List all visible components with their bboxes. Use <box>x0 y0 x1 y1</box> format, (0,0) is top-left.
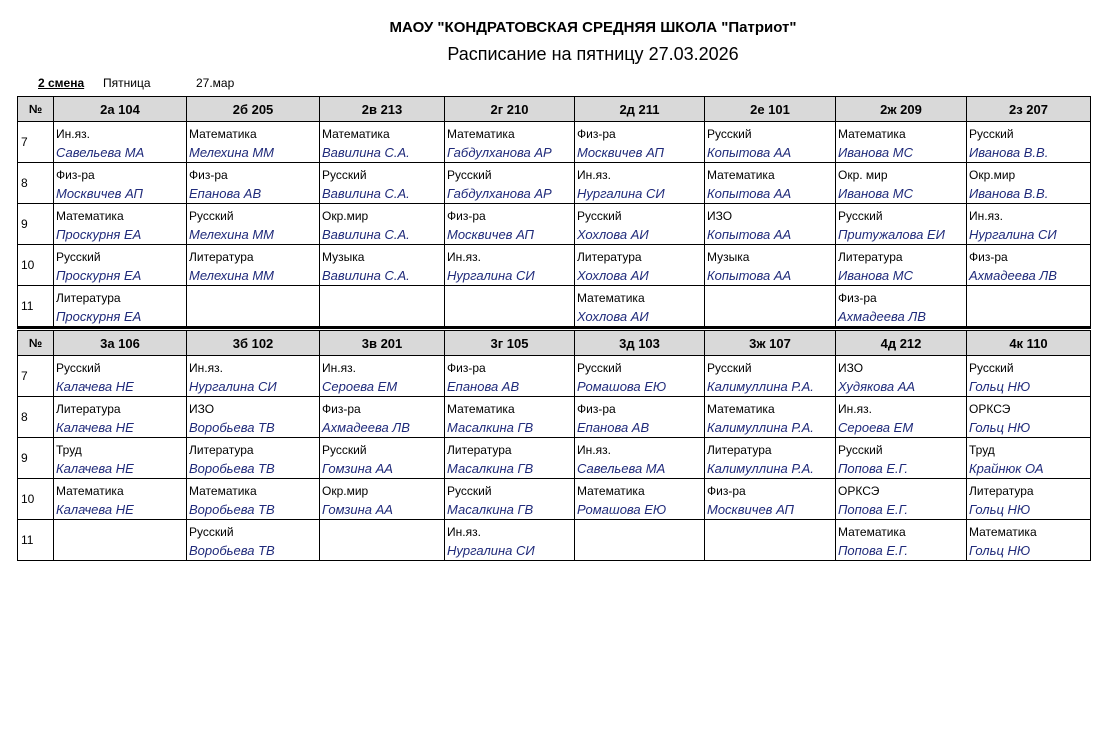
teacher-name <box>705 540 835 559</box>
lesson-cell <box>575 520 705 561</box>
teacher-name: Ахмадеева ЛВ <box>969 268 1057 283</box>
lesson-row <box>18 479 1091 520</box>
teacher-name: Епанова АВ <box>577 420 650 435</box>
shift-label: 2 смена <box>38 76 85 90</box>
subject-name <box>445 286 574 306</box>
subject-name: ИЗО <box>838 361 864 375</box>
class-header: 3в 201 <box>320 331 445 356</box>
subject-name: Математика <box>577 484 645 498</box>
subject-name: Ин.яз. <box>577 443 611 457</box>
teacher-name: Савельева МА <box>56 145 145 160</box>
teacher-name: Епанова АВ <box>447 379 520 394</box>
lesson-cell <box>705 163 836 204</box>
subject-name: Математика <box>838 127 906 141</box>
teacher-name: Савельева МА <box>577 461 666 476</box>
subject-name: Русский <box>969 127 1014 141</box>
teacher-name: Копытова АА <box>707 227 792 242</box>
class-header: 3ж 107 <box>705 331 836 356</box>
subject-name: Русский <box>707 361 752 375</box>
teacher-name: Мелехина ММ <box>189 145 275 160</box>
lesson-row <box>18 520 1091 561</box>
subject-name: Русский <box>322 168 367 182</box>
teacher-name: Худякова АА <box>838 379 916 394</box>
teacher-name <box>54 540 186 559</box>
class-header: 3а 106 <box>54 331 187 356</box>
lesson-cell <box>445 163 575 204</box>
subject-name: Русский <box>707 127 752 141</box>
class-header: 2г 210 <box>445 97 575 122</box>
subject-name <box>320 286 444 306</box>
lesson-cell <box>320 163 445 204</box>
lesson-number: 11 <box>18 286 54 328</box>
lesson-cell <box>575 397 705 438</box>
lesson-cell <box>575 163 705 204</box>
subject-name <box>705 520 835 540</box>
lesson-cell <box>445 479 575 520</box>
lesson-cell <box>705 479 836 520</box>
subject-name: ОРКСЭ <box>969 402 1011 416</box>
lesson-cell <box>836 397 967 438</box>
lesson-number-header: № <box>18 331 54 356</box>
lesson-row <box>18 397 1091 438</box>
subject-name: Ин.яз. <box>189 361 223 375</box>
lesson-number: 11 <box>18 520 54 561</box>
lesson-cell <box>575 122 705 163</box>
lesson-cell <box>445 245 575 286</box>
subject-name: ИЗО <box>707 209 733 223</box>
teacher-name: Вавилина С.А. <box>322 145 410 160</box>
teacher-name: Нургалина СИ <box>447 543 535 558</box>
teacher-name: Иванова МС <box>838 268 913 283</box>
subject-name: Физ-ра <box>577 127 616 141</box>
lesson-cell <box>967 520 1091 561</box>
class-header: 2ж 209 <box>836 97 967 122</box>
subject-name: Математика <box>56 209 124 223</box>
teacher-name: Копытова АА <box>707 268 792 283</box>
date-label: 27.мар <box>196 76 235 90</box>
lesson-row <box>18 245 1091 286</box>
lesson-number: 7 <box>18 356 54 397</box>
teacher-name: Масалкина ГВ <box>447 461 534 476</box>
subject-name: Труд <box>56 443 82 457</box>
subject-name <box>705 286 835 306</box>
teacher-name: Проскурня ЕА <box>56 227 142 242</box>
subject-name <box>187 286 319 306</box>
lesson-cell <box>187 479 320 520</box>
subject-name: Окр.мир <box>322 484 369 498</box>
subject-name: Математика <box>447 127 515 141</box>
class-header: 2д 211 <box>575 97 705 122</box>
subject-name: Литература <box>969 484 1034 498</box>
teacher-name <box>187 306 319 325</box>
subject-name: Физ-ра <box>969 250 1008 264</box>
teacher-name: Масалкина ГВ <box>447 420 534 435</box>
subject-name: Физ-ра <box>707 484 746 498</box>
lesson-cell <box>54 438 187 479</box>
lesson-cell <box>836 122 967 163</box>
subject-name: ИЗО <box>189 402 215 416</box>
lesson-cell <box>967 163 1091 204</box>
subject-name: Русский <box>838 209 883 223</box>
teacher-name: Москвичев АП <box>56 186 143 201</box>
lesson-cell <box>54 356 187 397</box>
lesson-cell <box>320 356 445 397</box>
lesson-cell <box>836 204 967 245</box>
teacher-name: Вавилина С.А. <box>322 186 410 201</box>
subject-name: Окр.мир <box>969 168 1016 182</box>
class-header: 3д 103 <box>575 331 705 356</box>
teacher-name: Воробьева ТВ <box>189 461 275 476</box>
subject-name: Математика <box>707 168 775 182</box>
subject-name: Литература <box>707 443 772 457</box>
teacher-name: Калачева НЕ <box>56 461 134 476</box>
teacher-name: Вавилина С.А. <box>322 268 410 283</box>
lesson-cell <box>836 163 967 204</box>
subject-name: Физ-ра <box>577 402 616 416</box>
page-title: МАОУ "КОНДРАТОВСКАЯ СРЕДНЯЯ ШКОЛА "Патриот" <box>389 19 797 36</box>
lesson-cell <box>320 286 445 328</box>
lesson-cell <box>445 122 575 163</box>
lesson-number: 8 <box>18 163 54 204</box>
lesson-cell <box>967 479 1091 520</box>
lesson-cell <box>967 397 1091 438</box>
teacher-name: Москвичев АП <box>707 502 794 517</box>
teacher-name <box>967 306 1090 325</box>
lesson-cell <box>836 356 967 397</box>
subject-name: Математика <box>838 525 906 539</box>
lesson-cell <box>967 356 1091 397</box>
subject-name: Ин.яз. <box>577 168 611 182</box>
lesson-cell <box>967 122 1091 163</box>
teacher-name: Воробьева ТВ <box>189 543 275 558</box>
lesson-cell <box>320 520 445 561</box>
subject-name: Русский <box>577 361 622 375</box>
teacher-name: Гольц НЮ <box>969 502 1031 517</box>
subject-name: Ин.яз. <box>447 250 481 264</box>
teacher-name: Иванова В.В. <box>969 145 1049 160</box>
class-header: 2е 101 <box>705 97 836 122</box>
lesson-number: 9 <box>18 438 54 479</box>
subject-name: Русский <box>189 525 234 539</box>
schedule-subtitle: Расписание на пятницу 27.03.2026 <box>447 44 739 64</box>
lesson-cell <box>187 204 320 245</box>
subject-name: Русский <box>969 361 1014 375</box>
teacher-name: Нургалина СИ <box>969 227 1057 242</box>
lesson-row <box>18 286 1091 328</box>
schedule-table-grade-3-4 <box>17 330 1091 561</box>
teacher-name: Попова Е.Г. <box>838 502 909 517</box>
subject-name: Математика <box>969 525 1037 539</box>
lesson-cell <box>967 438 1091 479</box>
lesson-cell <box>705 356 836 397</box>
teacher-name: Мелехина ММ <box>189 227 275 242</box>
lesson-cell <box>445 204 575 245</box>
lesson-cell <box>187 356 320 397</box>
teacher-name: Гольц НЮ <box>969 543 1031 558</box>
lesson-cell <box>445 356 575 397</box>
lesson-cell <box>705 397 836 438</box>
teacher-name: Гомзина АА <box>322 461 393 476</box>
lesson-cell <box>54 204 187 245</box>
subject-name: Математика <box>577 291 645 305</box>
lesson-cell <box>967 245 1091 286</box>
teacher-name: Хохлова АИ <box>577 227 649 242</box>
lesson-number: 10 <box>18 479 54 520</box>
teacher-name: Калимуллина Р.А. <box>707 461 814 476</box>
subject-name <box>54 520 186 540</box>
lesson-cell <box>836 245 967 286</box>
lesson-cell <box>320 397 445 438</box>
subject-name: Ин.яз. <box>447 525 481 539</box>
lesson-cell <box>320 438 445 479</box>
teacher-name: Нургалина СИ <box>447 268 535 283</box>
teacher-name: Ромашова ЕЮ <box>577 379 667 394</box>
teacher-name: Епанова АВ <box>189 186 262 201</box>
subject-name: Ин.яз. <box>322 361 356 375</box>
teacher-name: Копытова АА <box>707 186 792 201</box>
subject-name <box>967 286 1090 306</box>
teacher-name: Проскурня ЕА <box>56 309 142 324</box>
subject-name: Литература <box>577 250 642 264</box>
lesson-cell <box>445 397 575 438</box>
subject-name: Литература <box>56 291 121 305</box>
lesson-cell <box>575 438 705 479</box>
subject-name: Труд <box>969 443 995 457</box>
lesson-cell <box>575 204 705 245</box>
subject-name: Ин.яз. <box>838 402 872 416</box>
teacher-name: Сероева ЕМ <box>838 420 914 435</box>
lesson-cell <box>705 245 836 286</box>
teacher-name <box>320 540 444 559</box>
teacher-name: Воробьева ТВ <box>189 502 275 517</box>
subject-name: Русский <box>56 250 101 264</box>
teacher-name: Ахмадеева ЛВ <box>838 309 926 324</box>
lesson-row <box>18 438 1091 479</box>
subject-name <box>575 520 704 540</box>
teacher-name: Калимуллина Р.А. <box>707 379 814 394</box>
lesson-cell <box>836 520 967 561</box>
teacher-name: Ахмадеева ЛВ <box>322 420 410 435</box>
teacher-name: Притужалова ЕИ <box>838 227 945 242</box>
subject-name: Физ-ра <box>838 291 877 305</box>
teacher-name: Попова Е.Г. <box>838 461 909 476</box>
teacher-name: Иванова МС <box>838 145 913 160</box>
subject-name: Физ-ра <box>447 209 486 223</box>
lesson-cell <box>705 204 836 245</box>
subject-name: Русский <box>189 209 234 223</box>
teacher-name: Хохлова АИ <box>577 309 649 324</box>
teacher-name: Иванова МС <box>838 186 913 201</box>
lesson-cell <box>54 245 187 286</box>
subject-name: Математика <box>189 127 257 141</box>
subject-name: Ин.яз. <box>56 127 90 141</box>
lesson-cell <box>967 286 1091 328</box>
lesson-row <box>18 122 1091 163</box>
lesson-cell <box>967 204 1091 245</box>
teacher-name: Калимуллина Р.А. <box>707 420 814 435</box>
class-header: 3б 102 <box>187 331 320 356</box>
lesson-number-header: № <box>18 97 54 122</box>
subject-name: Музыка <box>322 250 365 264</box>
lesson-cell <box>54 397 187 438</box>
teacher-name: Гомзина АА <box>322 502 393 517</box>
subject-name: Литература <box>56 402 121 416</box>
teacher-name: Масалкина ГВ <box>447 502 534 517</box>
subject-name: Русский <box>447 484 492 498</box>
teacher-name: Калачева НЕ <box>56 379 134 394</box>
day-label: Пятница <box>103 76 151 90</box>
subject-name: Математика <box>56 484 124 498</box>
lesson-cell <box>836 438 967 479</box>
teacher-name: Калачева НЕ <box>56 502 134 517</box>
lesson-row <box>18 204 1091 245</box>
teacher-name: Крайнюк ОА <box>969 461 1044 476</box>
subject-name: Физ-ра <box>322 402 361 416</box>
teacher-name: Нургалина СИ <box>577 186 665 201</box>
lesson-cell <box>54 122 187 163</box>
subject-name: Литература <box>447 443 512 457</box>
class-header: 4к 110 <box>967 331 1091 356</box>
lesson-number: 8 <box>18 397 54 438</box>
teacher-name: Габдулханова АР <box>447 186 552 201</box>
lesson-cell <box>705 122 836 163</box>
subject-name: Физ-ра <box>56 168 95 182</box>
lesson-cell <box>187 245 320 286</box>
lesson-row <box>18 356 1091 397</box>
lesson-cell <box>187 122 320 163</box>
teacher-name: Москвичев АП <box>577 145 664 160</box>
subject-name <box>320 520 444 540</box>
teacher-name: Гольц НЮ <box>969 379 1031 394</box>
teacher-name: Москвичев АП <box>447 227 534 242</box>
teacher-name: Хохлова АИ <box>577 268 649 283</box>
teacher-name: Гольц НЮ <box>969 420 1031 435</box>
lesson-cell <box>705 520 836 561</box>
subject-name: Русский <box>838 443 883 457</box>
teacher-name <box>705 306 835 325</box>
lesson-cell <box>836 479 967 520</box>
class-header: 2в 213 <box>320 97 445 122</box>
lesson-cell <box>54 163 187 204</box>
lesson-cell <box>187 520 320 561</box>
lesson-cell <box>575 479 705 520</box>
lesson-cell <box>187 163 320 204</box>
subject-name: Математика <box>322 127 390 141</box>
subject-name: Литература <box>838 250 903 264</box>
lesson-cell <box>54 520 187 561</box>
subject-name: Физ-ра <box>447 361 486 375</box>
teacher-name: Копытова АА <box>707 145 792 160</box>
schedule-table-grade-2 <box>17 96 1091 329</box>
lesson-cell <box>705 438 836 479</box>
subject-name: Музыка <box>707 250 750 264</box>
teacher-name: Калачева НЕ <box>56 420 134 435</box>
class-header: 4д 212 <box>836 331 967 356</box>
lesson-cell <box>320 245 445 286</box>
lesson-cell <box>575 356 705 397</box>
lesson-row <box>18 163 1091 204</box>
lesson-number: 9 <box>18 204 54 245</box>
teacher-name: Ромашова ЕЮ <box>577 502 667 517</box>
class-header: 2а 104 <box>54 97 187 122</box>
class-header-row <box>18 331 1091 356</box>
subject-name: Русский <box>577 209 622 223</box>
teacher-name: Нургалина СИ <box>189 379 277 394</box>
lesson-cell <box>320 479 445 520</box>
teacher-name <box>575 540 704 559</box>
subject-name: Окр.мир <box>322 209 369 223</box>
teacher-name: Вавилина С.А. <box>322 227 410 242</box>
teacher-name: Проскурня ЕА <box>56 268 142 283</box>
subject-name: Окр. мир <box>838 168 888 182</box>
lesson-cell <box>187 438 320 479</box>
subject-name: Физ-ра <box>189 168 228 182</box>
teacher-name <box>320 306 444 325</box>
teacher-name: Габдулханова АР <box>447 145 552 160</box>
lesson-cell <box>705 286 836 328</box>
subject-name: Литература <box>189 250 254 264</box>
lesson-cell <box>445 520 575 561</box>
subject-name: Русский <box>56 361 101 375</box>
lesson-cell <box>187 397 320 438</box>
teacher-name: Воробьева ТВ <box>189 420 275 435</box>
lesson-cell <box>54 286 187 328</box>
subject-name: Русский <box>447 168 492 182</box>
subject-name: Математика <box>447 402 515 416</box>
lesson-cell <box>445 438 575 479</box>
subject-name: Математика <box>707 402 775 416</box>
teacher-name: Сероева ЕМ <box>322 379 398 394</box>
lesson-number: 7 <box>18 122 54 163</box>
subject-name: ОРКСЭ <box>838 484 880 498</box>
subject-name: Математика <box>189 484 257 498</box>
teacher-name: Иванова В.В. <box>969 186 1049 201</box>
lesson-cell <box>575 286 705 328</box>
lesson-cell <box>320 204 445 245</box>
lesson-cell <box>836 286 967 328</box>
teacher-name <box>445 306 574 325</box>
class-header: 2з 207 <box>967 97 1091 122</box>
teacher-name: Попова Е.Г. <box>838 543 909 558</box>
subject-name: Ин.яз. <box>969 209 1003 223</box>
lesson-cell <box>187 286 320 328</box>
subject-name: Литература <box>189 443 254 457</box>
lesson-number: 10 <box>18 245 54 286</box>
subject-name: Русский <box>322 443 367 457</box>
class-header: 2б 205 <box>187 97 320 122</box>
lesson-cell <box>320 122 445 163</box>
lesson-cell <box>54 479 187 520</box>
class-header-row <box>18 97 1091 122</box>
lesson-cell <box>445 286 575 328</box>
lesson-cell <box>575 245 705 286</box>
class-header: 3г 105 <box>445 331 575 356</box>
teacher-name: Мелехина ММ <box>189 268 275 283</box>
